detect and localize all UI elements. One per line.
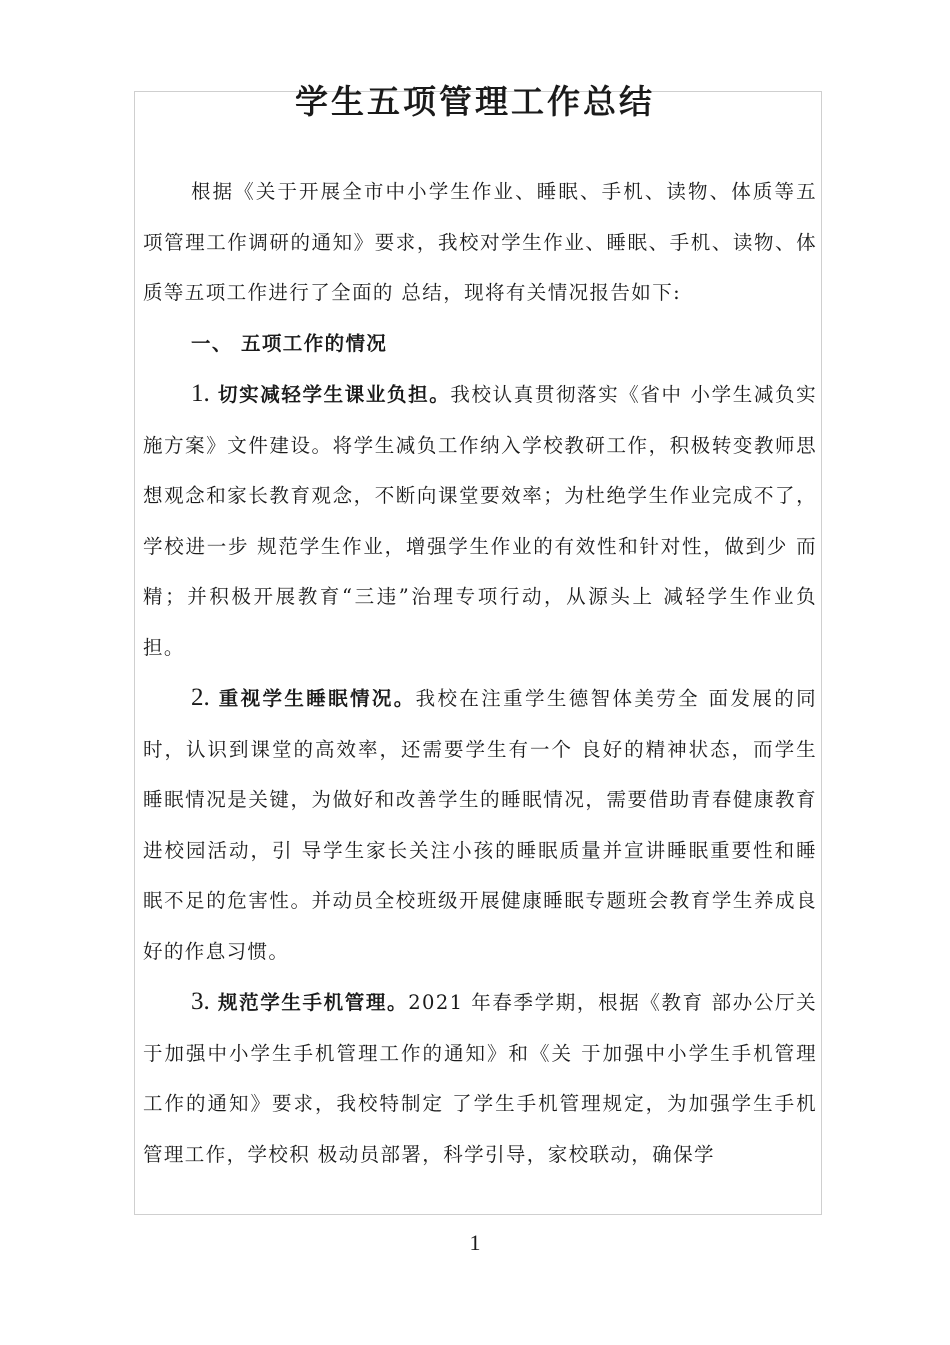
page-number: 1	[469, 1230, 481, 1255]
item-number: 3.	[191, 988, 210, 1015]
item-number: 1.	[191, 380, 210, 407]
item-body: 我校认真贯彻落实《省中 小学生减负实施方案》文件建设。将学生减负工作纳入学校教研工作，积极转变教师思想观念和家长教育观念，不断向课堂要效率；为杜绝学生作业完成不了，学校进一步 规范学生作业，增强学生作业的有效性和针对性，做到少 而精；并积极开展教育“三违”治理专项行动，从源头上 减轻学生作业负担。	[143, 383, 818, 659]
item-body: 2021 年春季学期，根据《教育 部办公厅关于加强中小学生手机管理工作的通知》和《关 于加强中小学生手机管理工作的通知》要求，我校特制定 了学生手机管理规定，为加强学生手机管理工作，学校积 极动员部署，科学引导，家校联动，确保学	[143, 991, 818, 1166]
item-lead: 重视学生睡眠情况。	[217, 687, 416, 710]
document-title: 学生五项管理工作总结	[295, 82, 655, 121]
item-body: 我校在注重学生德智体美劳全 面发展的同时，认识到课堂的高效率，还需要学生有一个 良好的精神状态，而学生睡眠情况是关键，为做好和改善学生的睡眠情况，需要借助青春健康教育进校园活动，引 导学生家长关注小孩的睡眠质量并宣讲睡眠重要性和睡 眠不足的危害性。并动员全校班级开展健康睡眠专题班会教育学生养成良好的作息习惯。	[143, 687, 817, 963]
section-heading: 一、 五项工作的情况	[191, 331, 388, 355]
item-lead: 规范学生手机管理。	[217, 991, 409, 1014]
item-lead: 切实减轻学生课业负担。	[217, 383, 451, 406]
list-item	[143, 369, 817, 673]
document-body	[143, 167, 817, 1180]
list-item	[143, 977, 817, 1180]
list-item	[143, 673, 817, 977]
item-number: 2.	[191, 684, 210, 711]
intro-paragraph: 根据《关于开展全市中小学生作业、睡眠、手机、读物、体质等五项管理工作调研的通知》要求，我校对学生作业、睡眠、手机、读物、体质等五项工作进行了全面的 总结，现将有关情况报告如下:	[143, 180, 817, 304]
